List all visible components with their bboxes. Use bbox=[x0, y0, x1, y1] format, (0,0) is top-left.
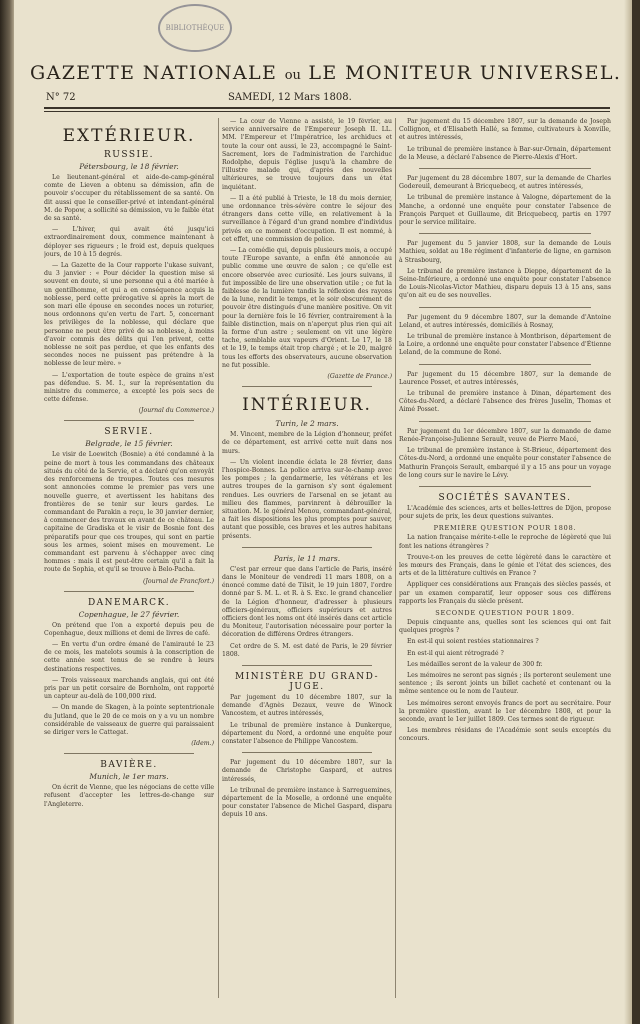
paragraph: Le lieutenant-général et aide-de-camp-général comte de Lieven a obtenu sa démission, afin de pouvoir s'occuper du rétablissement de sa santé. On dit aussi que le conseiller-privé et intendant-général M. de Popow, a sollicité sa démission, vu le faible état de sa santé. bbox=[44, 174, 214, 223]
masthead-ou: ou bbox=[284, 68, 301, 83]
paragraph: Les mémoires ne seront pas signés ; ils porteront seulement une sentence ; ils seront joints un billet cacheté et contenant ou la même sentence ou le nom de l'auteur. bbox=[399, 671, 611, 696]
paragraph: — Un violent incendie éclata le 28 février, dans l'hospice-Bonnes. La police arriva sur-le-champ avec les pompes ; la gendarmerie, les vétérans et les autres troupes de la garnison s'y sont également rendues. Les ouvriers de l'arsenal en se jetant au milieu des flammes, parvinrent à débrouiller la situation. M. le général Menou, commandant-général, a fait les dispositions les plus promptes pour sauver, autant que possible, ces braves et les autres habitans présents. bbox=[222, 458, 392, 540]
section-divider bbox=[419, 307, 591, 308]
paragraph: — Il a été publié à Trieste, le 18 du mois dernier, une ordonnance très-sévère contre le séjour des étrangers dans cette ville, en relativement à la surveillance à l'égard d'un grand nombre d'individus privés en ce moment d'occupation. Il est nommé, à cet effet, une commission de police. bbox=[222, 194, 392, 243]
masthead-rule-top bbox=[44, 107, 610, 109]
section-divider bbox=[242, 752, 372, 753]
paragraph: Par jugement du 10 décembre 1807, sur la demande d'Agnès Dezaux, veuve de Winock Vancostem, et autres intéressés, bbox=[222, 693, 392, 718]
column-2 bbox=[222, 118, 392, 1008]
source-credit: (Idem.) bbox=[191, 740, 214, 748]
section-divider bbox=[419, 233, 591, 234]
paragraph: Le tribunal de première instance à Valogne, département de la Manche, a ordonné une enquête pour constater l'absence de François Parquet et Guillaume, dit Bricquebecq, partis en 1797 pour le service militaire. bbox=[399, 194, 611, 227]
section-divider bbox=[419, 486, 591, 487]
paragraph: Cet ordre de S. M. est daté de Paris, le 29 février 1808. bbox=[222, 642, 392, 658]
paragraph: Par jugement du 5 janvier 1808, sur la demande de Louis Mathieu, soldat au 18e régiment d'infanterie de ligne, en garnison à Strasbourg, bbox=[399, 240, 611, 264]
paragraph: Les membres résidans de l'Académie sont seuls exceptés du concours. bbox=[399, 727, 611, 743]
library-stamp-text: BIBLIOTHÈQUE bbox=[165, 24, 225, 32]
paragraph: Par jugement du 15 décembre 1807, sur la demande de Joseph Collignon, et d'Elisabeth Hallé, sa femme, cultivateurs à Xonville, et autres intéressés, bbox=[399, 118, 611, 142]
paragraph: — En vertu d'un ordre émané de l'amirauté le 23 de ce mois, les matelots soumis à la conscription de cette année sont tenus de se rendre à leurs destinations respectives. bbox=[44, 640, 214, 673]
paragraph: Par jugement du 9 décembre 1807, sur la demande d'Antoine Leland, et autres intéressés, domiciliés à Rosnay, bbox=[399, 313, 611, 329]
paragraph: — L'hiver, qui avait été jusqu'ici extraordinairement doux, commence maintenant à déployer ses rigueurs ; le froid est, depuis quelques jours, de 10 à 15 degrés. bbox=[44, 226, 214, 258]
paragraph: — L'exportation de toute espèce de grains n'est pas défendue. S. M. I., sur la représentation du ministre du commerce, a excepté les pois secs de cette défense. bbox=[44, 371, 214, 404]
paragraph: — La Gazette de la Cour rapporte l'ukase suivant, du 3 janvier : « Pour décider la question mise si souvent en doute, si une personne qui a été mariée à un gentilhomme, et qui a en conséquence acquis la noblesse, perd cette prérogative si après la mort de son mari elle épouse en secondes noces un roturier, nous ordonnons qu'en vertu de l'art. 5, concernant les privilèges de la noblesse, qui déclare que personne ne peut être privé de sa noblesse, à moins d'avoir commis des délits qui l'en privent, cette noblesse ne soit pas perdue, et que les enfants des secondes noces ne puissent pas prétendre à la noblesse de leur mère. » bbox=[44, 262, 214, 368]
paragraph: Le tribunal de première instance à Dieppe, département de la Seine-Inférieure, a ordonné une enquête pour constater l'absence de Louis-Nicolas-Victor Mathieu, disparu depuis 13 à 15 ans, sans qu'on ait eu de ses nouvelles. bbox=[399, 267, 611, 300]
paragraph: Appliquer ces considérations aux Français des siècles passés, et par un examen comparatif, leur opposer sous ces différens rapports les Français du siècle présent. bbox=[399, 581, 611, 605]
dateline-heading: Copenhague, le 27 février. bbox=[78, 609, 180, 619]
subsection-heading: SOCIÉTÉS SAVANTES. bbox=[438, 492, 572, 503]
paragraph: Par jugement du 1er décembre 1807, sur la demande de dame Renée-Françoise-Julienne Serault, veuve de Pierre Macé, bbox=[399, 427, 611, 443]
issue-date: SAMEDI, 12 Mars 1808. bbox=[228, 92, 352, 103]
paragraph: L'Académie des sciences, arts et belles-lettres de Dijon, propose pour sujets de prix, les deux questions suivantes. bbox=[399, 504, 611, 521]
paragraph: Par jugement du 10 décembre 1807, sur la demande de Christophe Gaspard, et autres intéressés, bbox=[222, 759, 392, 783]
section-heading: EXTÉRIEUR. bbox=[62, 126, 196, 146]
paragraph: Le tribunal de première instance à Montbrison, département de la Loire, a ordonné une enquête pour constater l'absence d'Étienne Leland, de la commune de Roné. bbox=[399, 333, 611, 357]
section-divider bbox=[64, 591, 194, 592]
dateline-heading: Turin, le 2 mars. bbox=[275, 419, 339, 429]
source-credit: (Journal du Commerce.) bbox=[138, 407, 214, 415]
paragraph: — La comédie qui, depuis plusieurs mois, a occupé toute l'Europe savante, a enfin été annoncée au public comme une œuvre de salon ; ce qu'elle est encore observée avec curiosité. Les jours suivans, il fut impossible de lire une observation utile ; ce fut la faiblesse de la lumière tandis la réflexion des rayons de la lune, rendit le temps, et le soir obscurément de pouvoir être distingués d'une manière positive. On vit pour la dernière fois le 16 février, contrairement à la faible distinction, mais on n'aperçut plus rien qui ait la forme d'un astre ; seulement on vit une légère tache, semblable aux vapeurs d'Orient. Le 17, le 18 et le 19, le temps était trop chargé ; et le 20, malgré tous les efforts des observateurs, aucune observation ne fut possible. bbox=[222, 247, 392, 369]
subsection-heading: RUSSIE. bbox=[103, 150, 155, 160]
paragraph: — On mande de Skagen, à la pointe septentrionale du Jutland, que le 20 de ce mois on y a vu un nombre considérable de vaisseaux de guerre qui paraissaient se diriger vers le Cattegat. bbox=[44, 704, 214, 736]
issue-number: N° 72 bbox=[46, 92, 76, 103]
masthead-left: GAZETTE NATIONALE bbox=[30, 62, 278, 84]
paragraph: On prétend que l'on a exporté depuis peu de Copenhague, deux millions et demi de livres de café. bbox=[44, 621, 214, 637]
paragraph: — La cour de Vienne a assisté, le 19 février, au service anniversaire de l'Empereur Joseph II. LL. MM. l'Empereur et l'Impératrice, les archiducs et toute la cour ont aussi, le 23, accompagné le Saint-Sacrement, lors de l'administration de l'archiduc Rodolphe, depuis l'église jusqu'à la chambre de l'illustre malade qui, d'après des nouvelles ultérieures, se trouve toujours dans un état inquiétant. bbox=[222, 118, 392, 191]
section-divider bbox=[242, 547, 372, 548]
subsection-heading: DANEMARCK. bbox=[87, 597, 171, 608]
library-stamp bbox=[158, 4, 232, 52]
paragraph: Par jugement du 15 décembre 1807, sur la demande de Laurence Posset, et autres intéressés, bbox=[399, 370, 611, 386]
paragraph: Les mémoires seront envoyés francs de port au secrétaire. Pour la première question, avant le 1er décembre 1808, et pour la seconde, avant le 1er juillet 1809. Ces termes sont de rigueur. bbox=[399, 699, 611, 723]
section-divider bbox=[419, 364, 591, 365]
paragraph: Le tribunal de première instance à St-Brieuc, département des Côtes-du-Nord, a ordonné une enquête pour constater l'absence de Mathurin François Serault, embarqué il y a 15 ans pour un voyage de long cours sur le navire le Lévy. bbox=[399, 447, 611, 479]
paragraph: Par jugement du 28 décembre 1807, sur la demande de Charles Godereuil, demeurant à Bricquebecq, et autres intéressés, bbox=[399, 175, 611, 191]
section-divider bbox=[242, 386, 372, 387]
paragraph: — Trois vaisseaux marchands anglais, qui ont été pris par un petit corsaire de Bornholm, ont rapporté un capteur au-delà de 100,000 rixd. bbox=[44, 676, 214, 701]
dateline-heading: Belgrade, le 15 février. bbox=[85, 439, 173, 449]
paragraph: La nation française mérite-t-elle le reproche de légèreté que lui font les nations étrangères ? bbox=[399, 534, 611, 550]
paragraph: En est-il qui aient rétrogradé ? bbox=[407, 649, 504, 657]
paragraph: Le visir de Loewitch (Bosnie) a été condamné à la peine de mort à tous les commandans des châteaux situés du côté de la Servie, et a déclaré qu'on envoyât des renforcemens de troupes. Toutes ces mesures sont annoncées comme le premier pas vers une nouvelle guerre, et avertissent les habitans des frontières de se tenir sur leurs gardes. Le commandant de Parakin a reçu, le 30 janvier dernier, à commencer des travaux en avant de ce château. Le capitaine de Gradiska et le visir de Bosnie font des préparatifs pour que ces troupes, qui sont en partie sous les armes, soient mises en mouvement. Le commandant est parvenu à s'échapper avec cinq hommes : mais il est peut-être certain qu'il a fait la route de Sophia, et qu'il se trouve à Belo-Pacha. bbox=[44, 451, 214, 574]
paragraph: Les médailles seront de la valeur de 300 fr. bbox=[407, 660, 543, 668]
section-divider bbox=[64, 420, 194, 421]
subsection-heading: SERVIE. bbox=[104, 427, 154, 438]
masthead-rule-bottom bbox=[44, 111, 610, 112]
paragraph: En est-il qui soient restées stationnaires ? bbox=[407, 638, 539, 646]
paragraph: Le tribunal de première instance à Sarreguemines, département de la Moselle, a ordonné une enquête pour constater l'absence de Michel Gaspard, disparu depuis 10 ans. bbox=[222, 786, 392, 819]
section-divider bbox=[242, 665, 372, 666]
paragraph: Trouve-t-on les preuves de cette légèreté dans le caractère et les mœurs des Français, dans le génie et l'état des sciences, des arts et de la littérature cultivés en France ? bbox=[399, 553, 611, 578]
column-rule-1 bbox=[218, 118, 219, 998]
column-3 bbox=[399, 118, 611, 1008]
paragraph: Le tribunal de première instance à Dunkerque, département du Nord, a ordonné une enquête pour constater l'absence de Philippe Vancostem. bbox=[222, 721, 392, 745]
subsection-heading: BAVIÈRE. bbox=[100, 760, 158, 771]
paragraph: M. Vincent, membre de la Légion d'honneur, préfet de ce département, est arrivé cette nuit dans nos murs. bbox=[222, 431, 392, 455]
question-heading: SECONDE QUESTION POUR 1809. bbox=[435, 608, 575, 617]
paragraph: Le tribunal de première instance à Dinan, département des Côtes-du-Nord, a déclaré l'absence des frères Juselin, Thomas et Aimé Posset. bbox=[399, 390, 611, 414]
dateline bbox=[46, 92, 611, 108]
dateline-heading: Paris, le 11 mars. bbox=[273, 553, 341, 563]
section-divider bbox=[64, 753, 194, 754]
section-heading: INTÉRIEUR. bbox=[242, 395, 372, 416]
subsection-heading: MINISTÈRE DU GRAND-JUGE. bbox=[234, 671, 380, 692]
question-heading: PREMIÈRE QUESTION POUR 1808. bbox=[433, 524, 577, 533]
dateline-heading: Pétersbourg, le 18 février. bbox=[79, 162, 179, 171]
source-credit: (Journal de Francfort.) bbox=[142, 577, 214, 585]
section-divider bbox=[419, 421, 591, 422]
paragraph: Depuis cinquante ans, quelles sont les sciences qui ont fait quelques progrès ? bbox=[399, 618, 611, 635]
paragraph: On écrit de Vienne, que les négocians de cette ville refusent d'accepter les lettres-de-change sur l'Angleterre. bbox=[44, 784, 214, 808]
section-divider bbox=[419, 168, 591, 169]
column-rule-2 bbox=[395, 118, 396, 998]
paragraph: C'est par erreur que dans l'article de Paris, inséré dans le Moniteur de vendredi 11 mars 1808, on a énoncé comme daté de Tilsit, le 19 juin 1807, l'ordre donné par S. M. L. et R. à S. Exc. le grand chancelier de la Légion d'honneur, d'adresser à plusieurs officiers-généraux, officiers supérieurs et autres officiers dont les noms ont été insérés dans cet article du Moniteur, l'autorisation nécessaire pour porter la décoration de différens Ordres étrangers. bbox=[222, 565, 392, 639]
dateline-heading: Munich, le 1er mars. bbox=[89, 772, 169, 782]
page-edge bbox=[624, 0, 632, 1024]
masthead bbox=[30, 62, 622, 84]
masthead-right: LE MONITEUR UNIVERSEL. bbox=[308, 62, 622, 84]
column-1 bbox=[44, 118, 214, 1008]
source-credit: (Gazette de France.) bbox=[327, 373, 392, 381]
paragraph: Le tribunal de première instance à Bar-sur-Ornain, département de la Meuse, a déclaré l'absence de Pierre-Alexis d'Hort. bbox=[399, 145, 611, 161]
